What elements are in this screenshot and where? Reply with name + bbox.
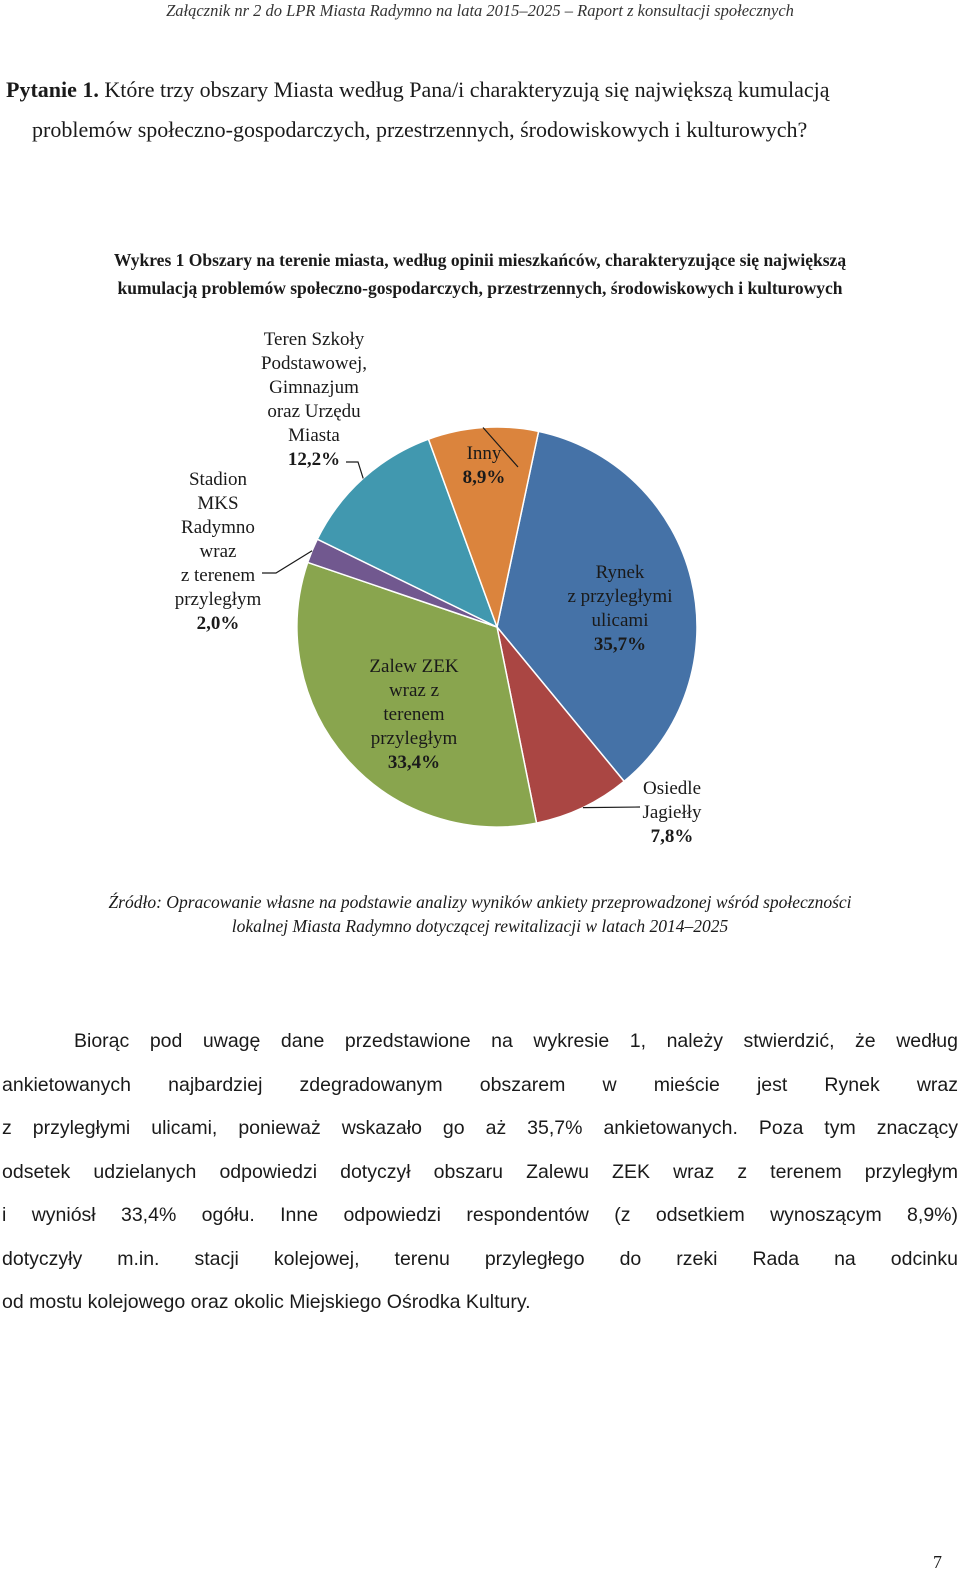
chart-title-line-1: Wykres 1 Obszary na terenie miasta, według opinii mieszkańców, charakteryzujące się największą (113, 250, 847, 270)
paragraph-line: Biorąc pod uwagę dane przedstawione na wykresie 1, należy stwierdzić, że według (74, 1030, 958, 1052)
body-paragraph (2, 1020, 958, 1325)
paragraph-line: dotyczyły m.in. stacji kolejowej, terenu przyległego do rzeki Rada na odcinku (2, 1247, 958, 1270)
paragraph-line: i wyniósł 33,4% ogółu. Inne odpowiedzi respondentów (z odsetkiem wynoszącym 8,9%) (2, 1204, 958, 1226)
slice-label-text: Stadion MKS Radymno wraz z terenem przyległym 2,0% (174, 469, 262, 634)
paragraph-line: od mostu kolejowego oraz okolic Miejskiego Ośrodka Kultury. (2, 1291, 531, 1313)
page-number: 7 (933, 1552, 942, 1572)
slice-label (175, 469, 312, 634)
slice-label (261, 329, 367, 478)
slice-label-text: Inny 8,9% (462, 443, 506, 488)
source-line-1: Źródło: Opracowanie własne na podstawie analizy wyników ankiety przeprowadzonej wśród społeczności (108, 892, 852, 912)
leader-line (346, 462, 363, 478)
slice-label-text: Zalew ZEK wraz z terenem przyległym 33,4% (369, 656, 459, 773)
chart-title-line-2: kumulacją problemów społeczno-gospodarczych, przestrzennych, środowiskowych i kulturowych (117, 278, 843, 298)
chart-title (20, 246, 940, 302)
chart-source (20, 890, 940, 938)
question-text-1: Które trzy obszary Miasta według Pana/i charakteryzują się największą kumulacją (98, 77, 830, 102)
slice-label-text: Osiedle Jagiełły 7,8% (642, 778, 702, 847)
question-lead: Pytanie 1. (6, 77, 99, 102)
question-text-2: problemów społeczno-gospodarczych, przestrzennych, środowiskowych i kulturowych? (32, 117, 808, 142)
paragraph-line: ankietowanych najbardziej zdegradowanym obszarem w mieście jest Rynek wraz (2, 1073, 958, 1096)
question (6, 70, 954, 150)
leader-line (262, 551, 312, 573)
slice-label-text: Teren Szkoły Podstawowej, Gimnazjum oraz Urzędu Miasta 12,2% (260, 329, 368, 470)
page-header: Załącznik nr 2 do LPR Miasta Radymno na lata 2015–2025 – Raport z konsultacji społecznych (166, 1, 794, 20)
leader-line (583, 807, 640, 808)
slice-label-text: Rynek z przyległymi ulicami 35,7% (567, 562, 673, 655)
paragraph-line: z przyległymi ulicami, ponieważ wskazało go aż 35,7% ankietowanych. Poza tym znaczący (2, 1117, 958, 1139)
source-line-2: lokalnej Miasta Radymno dotyczącej rewitalizacji w latach 2014–2025 (231, 916, 729, 936)
paragraph-line: odsetek udzielanych odpowiedzi dotyczył obszaru Zalewu ZEK wraz z terenem przyległym (2, 1160, 958, 1183)
pie-chart (0, 320, 960, 860)
